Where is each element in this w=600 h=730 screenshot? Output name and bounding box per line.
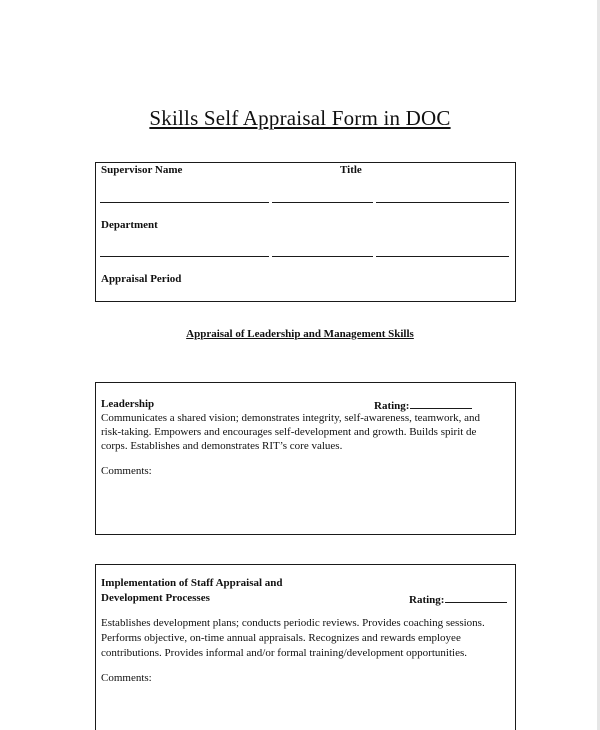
leadership-description-line-1: Communicates a shared vision; demonstrates integrity, self-awareness, teamwork, and [101,412,480,424]
staff-appraisal-comments-field[interactable] [101,687,509,727]
staff-appraisal-description-line-2: Performs objective, on-time annual appraisals. Recognizes and rewards employee [101,632,461,644]
staff-appraisal-description-line-1: Establishes development plans; conducts periodic reviews. Provides coaching sessions. [101,617,485,629]
leadership-rating [374,398,472,412]
document-title: Skills Self Appraisal Form in DOC [149,106,451,130]
staff-appraisal-rating-field[interactable] [445,592,507,603]
section-heading: Appraisal of Leadership and Management Skills [186,328,414,340]
leadership-description-line-3: corps. Establishes and demonstrates RIT’s core values. [101,440,343,452]
supervisor-name-field-line[interactable] [100,202,269,203]
department-label: Department [101,219,158,231]
title-field-line[interactable] [376,202,509,203]
staff-appraisal-rating-label: Rating: [409,594,445,606]
leadership-description-line-2: risk-taking. Empowers and encourages self-development and growth. Builds spirit de [101,426,477,438]
staff-appraisal-heading-line-2: Development Processes [101,592,210,604]
leadership-heading: Leadership [101,398,155,410]
title-label: Title [340,164,362,176]
leadership-rating-label: Rating: [374,400,410,412]
staff-appraisal-heading-line-1: Implementation of Staff Appraisal and [101,577,283,589]
leadership-rating-field[interactable] [410,398,472,409]
department-field-line[interactable] [100,256,269,257]
staff-appraisal-rating [409,592,507,606]
leadership-comments-label: Comments: [101,465,152,477]
supervisor-name-label: Supervisor Name [101,164,183,176]
appraisal-period-label: Appraisal Period [101,273,182,285]
leadership-comments-field[interactable] [101,480,509,528]
department-field-line-3[interactable] [376,256,509,257]
department-field-line-2[interactable] [272,256,373,257]
staff-appraisal-comments-label: Comments: [101,672,152,684]
supervisor-name-field-line-2[interactable] [272,202,373,203]
staff-appraisal-description-line-3: contributions. Provides informal and/or formal training/development opportunities. [101,647,467,659]
